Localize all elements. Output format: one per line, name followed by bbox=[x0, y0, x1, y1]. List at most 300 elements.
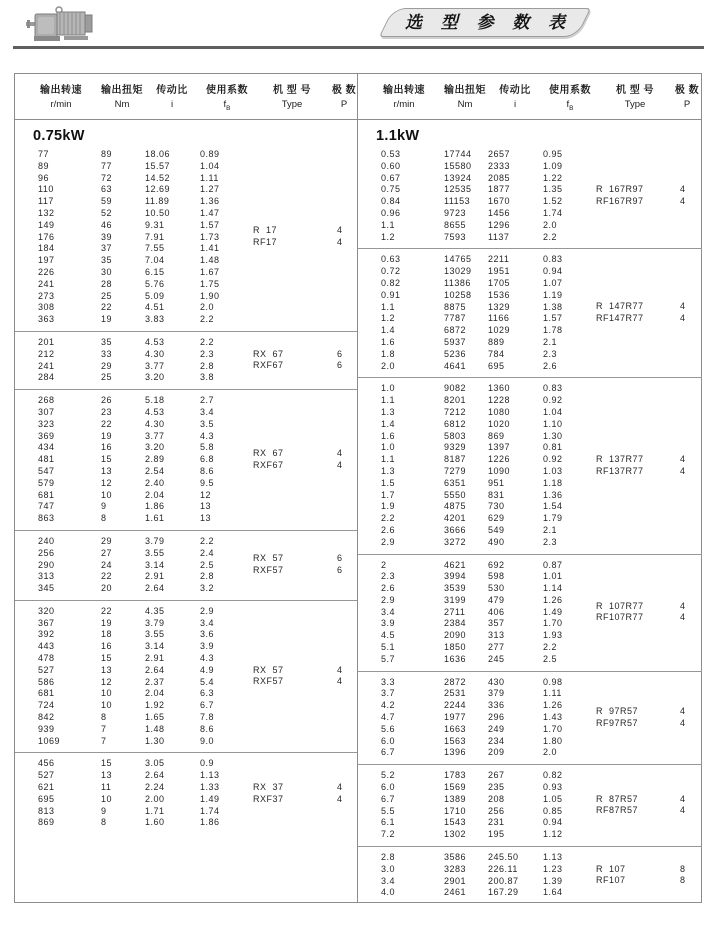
model-line bbox=[596, 613, 700, 625]
data-cell: 3.83 bbox=[145, 314, 165, 325]
header-factor-unit: $f_B$ bbox=[223, 99, 231, 112]
data-cell: 1.04 bbox=[200, 160, 220, 171]
model-line bbox=[596, 184, 700, 196]
data-cell: 6.7 bbox=[381, 747, 396, 758]
model-type: RX 57 bbox=[253, 553, 284, 564]
data-cell: 1.93 bbox=[543, 630, 563, 641]
data-cell: 12535 bbox=[444, 184, 472, 195]
model-type: RF107R77 bbox=[596, 612, 644, 623]
data-row bbox=[358, 782, 702, 794]
data-cell: 1226 bbox=[488, 454, 511, 465]
data-cell: 3.9 bbox=[381, 618, 396, 629]
data-cell: 10 bbox=[101, 700, 113, 711]
data-row bbox=[358, 677, 702, 689]
data-cell: 1.03 bbox=[543, 465, 563, 476]
data-cell: 831 bbox=[488, 489, 505, 500]
data-cell: 1302 bbox=[444, 829, 467, 840]
data-cell: 1396 bbox=[444, 747, 467, 758]
data-row bbox=[15, 419, 357, 431]
header-poles-unit: P bbox=[340, 99, 348, 111]
data-row bbox=[15, 700, 357, 712]
data-cell: 6.15 bbox=[145, 266, 165, 277]
data-cell: 1850 bbox=[444, 642, 467, 653]
data-cell: 0.67 bbox=[381, 172, 401, 183]
data-cell: 59 bbox=[101, 196, 113, 207]
data-cell: 1569 bbox=[444, 782, 467, 793]
model-poles: 4 bbox=[680, 313, 686, 324]
header-ratio-label: 传动比 bbox=[156, 85, 188, 97]
data-cell: 3.4 bbox=[381, 875, 396, 886]
data-cell: 3.4 bbox=[200, 617, 215, 628]
data-cell: 1228 bbox=[488, 395, 511, 406]
header-type-label: 机 型 号 bbox=[272, 85, 312, 97]
data-cell: 5803 bbox=[444, 430, 467, 441]
data-cell: 29 bbox=[101, 535, 113, 546]
model-type: R 17 bbox=[253, 225, 278, 236]
data-cell: 3586 bbox=[444, 852, 467, 863]
model-type: RX 37 bbox=[253, 782, 284, 793]
table-section bbox=[358, 847, 702, 904]
column-header bbox=[358, 74, 702, 120]
data-row bbox=[358, 208, 702, 220]
model-type: R 137R77 bbox=[596, 454, 644, 465]
data-cell: 307 bbox=[38, 406, 55, 417]
data-row bbox=[358, 887, 702, 899]
model-poles: 4 bbox=[337, 676, 343, 687]
data-cell: 1.71 bbox=[145, 805, 165, 816]
data-cell: 1.60 bbox=[145, 817, 165, 828]
data-cell: 4.30 bbox=[145, 348, 165, 359]
data-cell: 869 bbox=[38, 817, 55, 828]
model-line bbox=[596, 806, 700, 818]
model-line bbox=[253, 565, 357, 577]
data-cell: 9 bbox=[101, 501, 107, 512]
data-row bbox=[358, 325, 702, 337]
data-cell: 3.5 bbox=[200, 418, 215, 429]
data-row bbox=[15, 279, 357, 291]
data-row bbox=[358, 583, 702, 595]
data-cell: 1.92 bbox=[145, 700, 165, 711]
data-cell: 245 bbox=[488, 653, 505, 664]
data-cell: 3283 bbox=[444, 863, 467, 874]
model-line bbox=[596, 718, 700, 730]
model-type: RF147R77 bbox=[596, 313, 644, 324]
model-line bbox=[253, 677, 357, 689]
data-cell: 2090 bbox=[444, 630, 467, 641]
data-cell: 2.64 bbox=[145, 583, 165, 594]
model-poles: 4 bbox=[337, 460, 343, 471]
data-cell: 434 bbox=[38, 442, 55, 453]
data-cell: 11 bbox=[101, 782, 112, 793]
data-cell: 530 bbox=[488, 583, 505, 594]
data-cell: 323 bbox=[38, 418, 55, 429]
data-row bbox=[15, 372, 357, 384]
data-cell: 1.10 bbox=[543, 418, 563, 429]
data-cell: 0.83 bbox=[543, 254, 563, 265]
data-cell: 6.0 bbox=[381, 735, 396, 746]
data-cell: 13 bbox=[200, 501, 212, 512]
data-cell: 1705 bbox=[488, 277, 511, 288]
model-block bbox=[596, 184, 700, 208]
data-cell: 3.55 bbox=[145, 629, 165, 640]
data-cell: 681 bbox=[38, 688, 55, 699]
data-cell: 681 bbox=[38, 489, 55, 500]
data-row bbox=[15, 618, 357, 630]
data-cell: 313 bbox=[38, 571, 55, 582]
model-type: RF87R57 bbox=[596, 805, 639, 816]
column-header bbox=[15, 74, 357, 120]
data-cell: 1.13 bbox=[200, 770, 220, 781]
data-cell: 1029 bbox=[488, 325, 511, 336]
data-cell: 1.0 bbox=[381, 442, 396, 453]
data-cell: 4.53 bbox=[145, 406, 165, 417]
data-cell: 1.01 bbox=[543, 571, 563, 582]
model-poles: 4 bbox=[337, 237, 343, 248]
section-rows bbox=[358, 560, 702, 666]
data-cell: 3.77 bbox=[145, 360, 165, 371]
data-cell: 4641 bbox=[444, 360, 467, 371]
data-row bbox=[15, 196, 357, 208]
data-cell: 4.5 bbox=[381, 630, 396, 641]
model-poles: 4 bbox=[337, 793, 343, 804]
section-rows bbox=[15, 606, 357, 748]
data-cell: 12.69 bbox=[145, 184, 171, 195]
data-row bbox=[358, 232, 702, 244]
data-cell: 1.18 bbox=[543, 477, 563, 488]
data-cell: 430 bbox=[488, 676, 505, 687]
data-cell: 1783 bbox=[444, 770, 467, 781]
data-row bbox=[15, 758, 357, 770]
data-cell: 842 bbox=[38, 712, 55, 723]
data-cell: 267 bbox=[488, 770, 505, 781]
data-cell: 27 bbox=[101, 547, 113, 558]
data-cell: 7279 bbox=[444, 465, 467, 476]
data-cell: 3.14 bbox=[145, 559, 165, 570]
data-cell: 2.7 bbox=[200, 395, 215, 406]
data-cell: 8655 bbox=[444, 219, 467, 230]
data-cell: 3.8 bbox=[200, 372, 215, 383]
header-factor-label: 使用系数 bbox=[549, 85, 591, 97]
data-cell: 8875 bbox=[444, 301, 467, 312]
data-cell: 2.3 bbox=[543, 348, 558, 359]
data-cell: 490 bbox=[488, 536, 505, 547]
data-cell: 77 bbox=[38, 149, 50, 159]
data-cell: 3.55 bbox=[145, 547, 165, 558]
data-row bbox=[15, 724, 357, 736]
data-cell: 784 bbox=[488, 348, 505, 359]
data-cell: 1.1 bbox=[381, 219, 396, 230]
data-cell: 0.63 bbox=[381, 254, 401, 265]
data-cell: 96 bbox=[38, 172, 50, 183]
data-row bbox=[15, 583, 357, 595]
data-cell: 26 bbox=[101, 395, 113, 406]
data-cell: 9.31 bbox=[145, 219, 165, 230]
data-cell: 1.49 bbox=[543, 606, 563, 617]
data-cell: 1.80 bbox=[543, 735, 563, 746]
data-cell: 9723 bbox=[444, 207, 467, 218]
model-line bbox=[253, 237, 357, 249]
data-cell: 3666 bbox=[444, 524, 467, 535]
header-ratio-label: 传动比 bbox=[499, 85, 531, 97]
data-row bbox=[358, 630, 702, 642]
data-cell: 46 bbox=[101, 219, 113, 230]
data-cell: 6351 bbox=[444, 477, 467, 488]
data-cell: 4.3 bbox=[200, 430, 215, 441]
header-type-label: 机 型 号 bbox=[615, 85, 655, 97]
data-cell: 2.24 bbox=[145, 782, 165, 793]
data-cell: 2.9 bbox=[200, 605, 215, 616]
data-cell: 15 bbox=[101, 454, 113, 465]
data-cell: 2.1 bbox=[543, 336, 558, 347]
data-row bbox=[358, 395, 702, 407]
header-poles-label: 极 数 bbox=[331, 85, 357, 97]
data-cell: 6.1 bbox=[381, 817, 396, 828]
data-row bbox=[15, 337, 357, 349]
data-cell: 6.7 bbox=[200, 700, 215, 711]
model-line bbox=[253, 460, 357, 472]
data-cell: 1563 bbox=[444, 735, 467, 746]
data-cell: 4.2 bbox=[381, 700, 396, 711]
data-cell: 579 bbox=[38, 477, 55, 488]
model-type: RF167R97 bbox=[596, 196, 644, 207]
data-row bbox=[15, 653, 357, 665]
column-0-75kw bbox=[15, 74, 358, 902]
data-cell: 1877 bbox=[488, 184, 511, 195]
model-line bbox=[596, 601, 700, 613]
data-cell: 2.5 bbox=[543, 653, 558, 664]
data-cell: 13 bbox=[101, 465, 113, 476]
model-poles: 4 bbox=[680, 706, 686, 717]
data-row bbox=[358, 337, 702, 349]
data-cell: 0.94 bbox=[543, 817, 563, 828]
model-poles: 8 bbox=[680, 875, 686, 886]
data-cell: 481 bbox=[38, 454, 55, 465]
data-cell: 2.3 bbox=[200, 348, 215, 359]
data-cell: 22 bbox=[101, 571, 113, 582]
model-poles: 6 bbox=[337, 553, 343, 564]
data-row bbox=[15, 208, 357, 220]
data-row bbox=[15, 536, 357, 548]
data-cell: 9082 bbox=[444, 383, 467, 394]
data-row bbox=[15, 302, 357, 314]
model-type: RX 67 bbox=[253, 448, 284, 459]
data-cell: 0.53 bbox=[381, 149, 401, 159]
model-poles: 4 bbox=[680, 301, 686, 312]
data-cell: 19 bbox=[101, 314, 113, 325]
model-line bbox=[596, 454, 700, 466]
table-section bbox=[15, 390, 357, 531]
data-cell: 724 bbox=[38, 700, 55, 711]
data-cell: 3.7 bbox=[381, 688, 396, 699]
data-cell: 1389 bbox=[444, 793, 467, 804]
data-cell: 547 bbox=[38, 465, 55, 476]
data-cell: 1.13 bbox=[543, 852, 563, 863]
data-row bbox=[358, 513, 702, 525]
data-row bbox=[15, 501, 357, 513]
data-cell: 2.37 bbox=[145, 676, 165, 687]
data-cell: 1.12 bbox=[543, 829, 563, 840]
data-row bbox=[15, 184, 357, 196]
data-cell: 7 bbox=[101, 723, 107, 734]
data-cell: 2244 bbox=[444, 700, 467, 711]
data-cell: 33 bbox=[101, 348, 113, 359]
data-cell: 1.64 bbox=[543, 887, 563, 898]
data-cell: 13 bbox=[101, 664, 113, 675]
model-block bbox=[253, 226, 357, 250]
data-cell: 7593 bbox=[444, 231, 467, 242]
model-poles: 4 bbox=[680, 600, 686, 611]
data-cell: 1080 bbox=[488, 406, 511, 417]
data-cell: 1.67 bbox=[200, 266, 220, 277]
data-cell: 1.5 bbox=[381, 477, 396, 488]
data-cell: 527 bbox=[38, 770, 55, 781]
data-cell: 1.27 bbox=[200, 184, 220, 195]
data-cell: 1710 bbox=[444, 805, 467, 816]
data-cell: 2.1 bbox=[543, 524, 558, 535]
data-cell: 256 bbox=[38, 547, 55, 558]
column-1-1kw bbox=[358, 74, 702, 902]
data-cell: 16 bbox=[101, 641, 113, 652]
model-block bbox=[253, 448, 357, 472]
data-cell: 117 bbox=[38, 196, 54, 207]
data-cell: 4.30 bbox=[145, 418, 165, 429]
data-cell: 10 bbox=[101, 793, 113, 804]
data-cell: 149 bbox=[38, 219, 55, 230]
data-cell: 2.6 bbox=[381, 524, 396, 535]
table-section bbox=[15, 332, 357, 390]
data-cell: 277 bbox=[488, 642, 505, 653]
data-cell: 8 bbox=[101, 513, 107, 524]
data-cell: 0.87 bbox=[543, 559, 563, 570]
model-poles: 4 bbox=[337, 664, 343, 675]
data-cell: 14.52 bbox=[145, 172, 171, 183]
data-cell: 2.3 bbox=[543, 536, 558, 547]
data-cell: 1.6 bbox=[381, 430, 396, 441]
data-cell: 2.2 bbox=[381, 513, 396, 524]
data-row bbox=[358, 383, 702, 395]
header-speed-unit: r/min bbox=[393, 99, 415, 111]
data-cell: 245.50 bbox=[488, 852, 519, 863]
data-cell: 13029 bbox=[444, 266, 472, 277]
gear-motor-image bbox=[24, 3, 106, 45]
data-row bbox=[358, 161, 702, 173]
model-block bbox=[596, 794, 700, 818]
data-cell: 14765 bbox=[444, 254, 472, 265]
section-rows bbox=[358, 383, 702, 548]
data-cell: 2.0 bbox=[200, 302, 215, 313]
data-cell: 1.19 bbox=[543, 289, 563, 300]
model-type: RX 57 bbox=[253, 664, 284, 675]
data-cell: 1.26 bbox=[543, 594, 563, 605]
data-cell: 8.6 bbox=[200, 723, 215, 734]
model-type: R 107R77 bbox=[596, 600, 644, 611]
data-cell: 1.57 bbox=[543, 313, 563, 324]
data-cell: 212 bbox=[38, 348, 55, 359]
model-poles: 4 bbox=[680, 465, 686, 476]
data-cell: 1.04 bbox=[543, 406, 563, 417]
data-cell: 6812 bbox=[444, 418, 467, 429]
data-cell: 23 bbox=[101, 406, 113, 417]
data-cell: 18 bbox=[101, 629, 113, 640]
data-cell: 889 bbox=[488, 336, 505, 347]
data-cell: 1.39 bbox=[543, 875, 563, 886]
data-cell: 6872 bbox=[444, 325, 467, 336]
data-cell: 25 bbox=[101, 290, 113, 301]
data-cell: 695 bbox=[488, 360, 505, 371]
model-poles: 6 bbox=[337, 348, 343, 359]
data-cell: 7.91 bbox=[145, 231, 165, 242]
data-row bbox=[358, 537, 702, 549]
data-cell: 1166 bbox=[488, 313, 510, 324]
data-cell: 0.92 bbox=[543, 454, 563, 465]
data-cell: 7.04 bbox=[145, 255, 165, 266]
table-section bbox=[15, 753, 357, 902]
data-row bbox=[358, 173, 702, 185]
header-speed-label: 输出转速 bbox=[40, 85, 82, 97]
data-cell: 241 bbox=[38, 360, 55, 371]
data-row bbox=[358, 571, 702, 583]
data-row bbox=[15, 407, 357, 419]
data-cell: 0.81 bbox=[543, 442, 563, 453]
model-block bbox=[253, 349, 357, 373]
data-cell: 1090 bbox=[488, 465, 511, 476]
data-cell: 3.9 bbox=[200, 641, 215, 652]
data-cell: 1.6 bbox=[381, 336, 396, 347]
data-cell: 1.74 bbox=[543, 207, 563, 218]
data-cell: 695 bbox=[38, 793, 55, 804]
section-rows bbox=[15, 149, 357, 326]
data-cell: 1.7 bbox=[381, 489, 396, 500]
data-row bbox=[15, 173, 357, 185]
data-row bbox=[358, 770, 702, 782]
header-torque-label: 输出扭矩 bbox=[101, 85, 143, 97]
data-cell: 478 bbox=[38, 653, 55, 664]
data-cell: 2384 bbox=[444, 618, 467, 629]
data-cell: 5.6 bbox=[381, 723, 396, 734]
data-cell: 1.9 bbox=[381, 501, 396, 512]
data-cell: 1670 bbox=[488, 196, 511, 207]
model-type: R 107 bbox=[596, 863, 626, 874]
data-cell: 8187 bbox=[444, 454, 467, 465]
data-cell: 5.09 bbox=[145, 290, 165, 301]
data-cell: 406 bbox=[488, 606, 505, 617]
data-cell: 369 bbox=[38, 430, 55, 441]
data-cell: 0.94 bbox=[543, 266, 563, 277]
data-cell: 231 bbox=[488, 817, 505, 828]
data-cell: 22 bbox=[101, 605, 113, 616]
data-row bbox=[15, 490, 357, 502]
data-cell: 8.6 bbox=[200, 465, 215, 476]
data-cell: 1.41 bbox=[200, 243, 220, 254]
data-cell: 4201 bbox=[444, 513, 467, 524]
model-line bbox=[253, 226, 357, 238]
data-cell: 19 bbox=[101, 430, 113, 441]
model-line bbox=[596, 706, 700, 718]
table-section bbox=[358, 249, 702, 378]
data-cell: 1.52 bbox=[543, 196, 563, 207]
data-cell: 3.2 bbox=[200, 583, 215, 594]
data-row bbox=[15, 267, 357, 279]
data-cell: 1.4 bbox=[381, 418, 396, 429]
table-section bbox=[358, 672, 702, 766]
data-row bbox=[15, 736, 357, 748]
data-row bbox=[15, 431, 357, 443]
table-section bbox=[15, 531, 357, 601]
data-row bbox=[15, 291, 357, 303]
header-type-unit: Type bbox=[624, 99, 646, 111]
data-cell: 3.20 bbox=[145, 442, 165, 453]
data-cell: 12 bbox=[101, 477, 113, 488]
